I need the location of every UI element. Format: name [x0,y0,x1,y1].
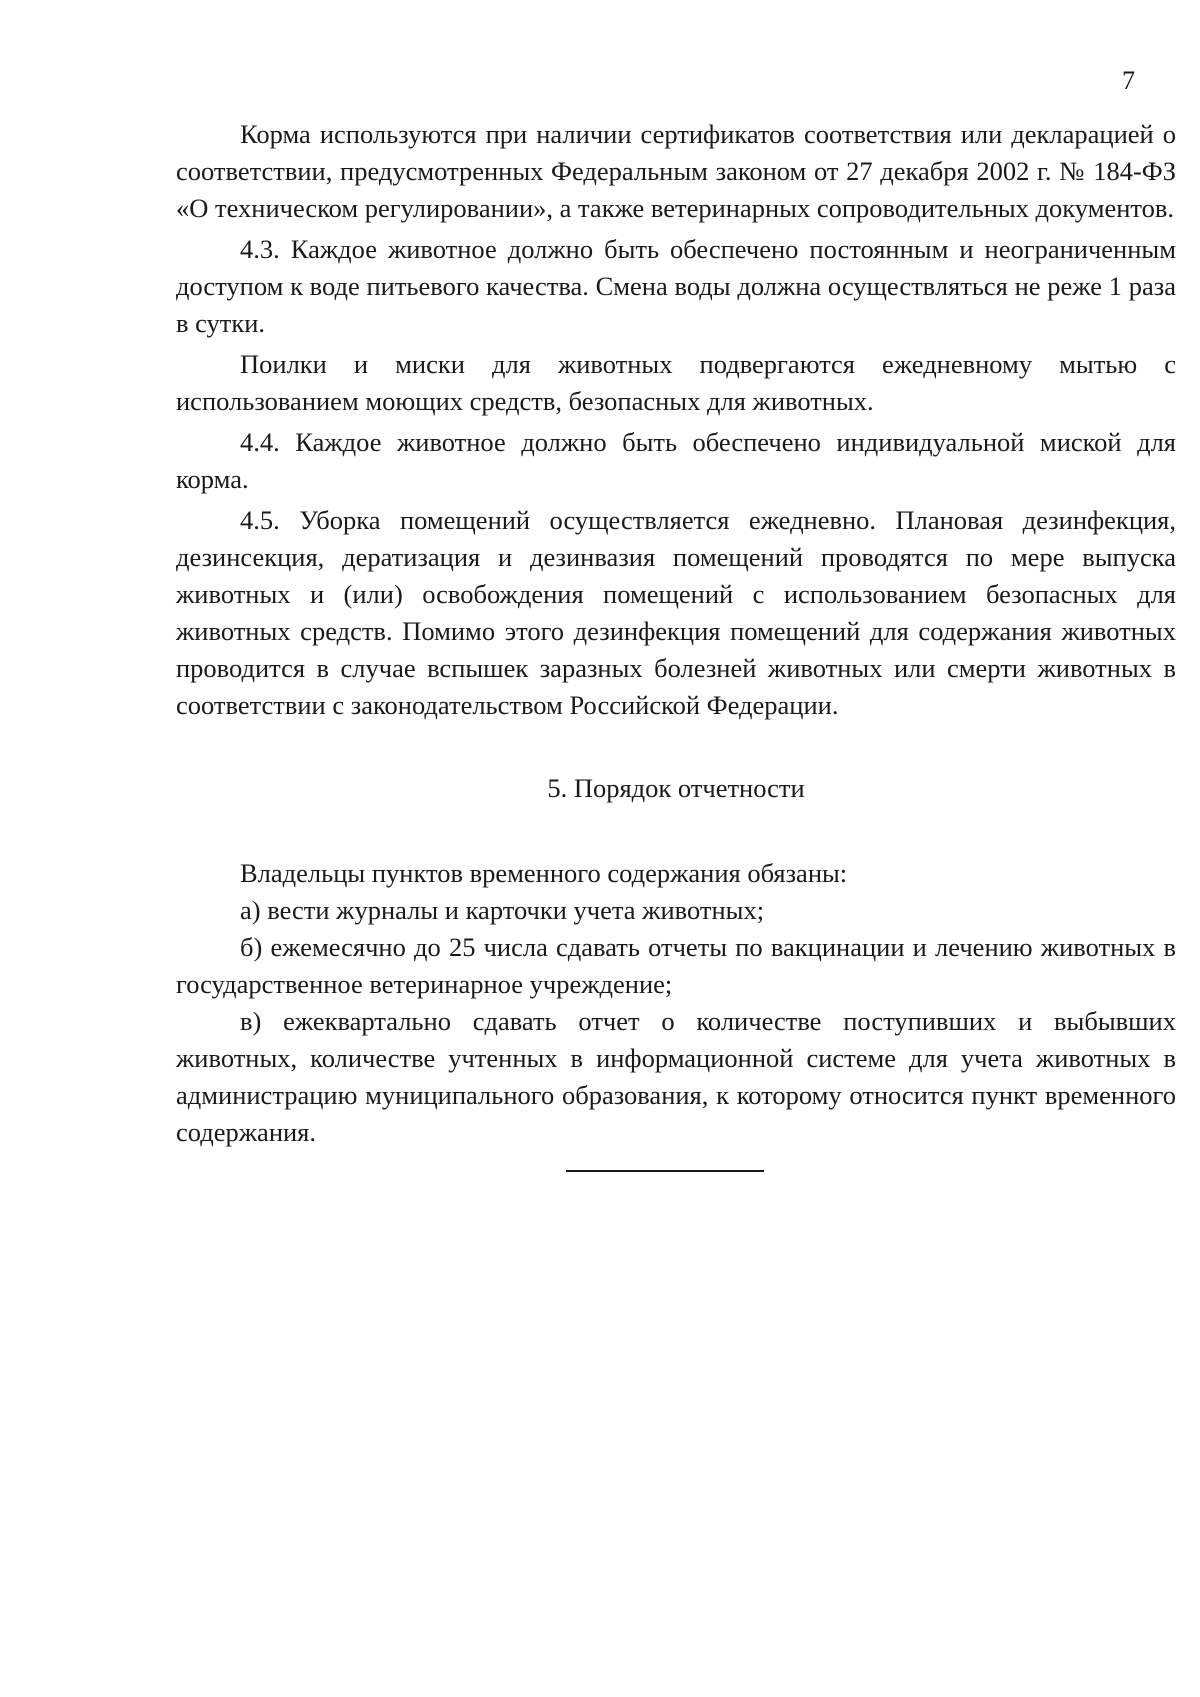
section-5-item-a: а) вести журналы и карточки учета животных; [240,895,765,925]
paragraph-4-3: 4.3. Каждое животное должно быть обеспечено постоянным и неограниченным доступом к воде питьевого качества. Смена воды должна осуществляться не реже 1 раза в сутки. [176,234,1176,338]
section-5-title: 5. Порядок отчетности [547,773,805,803]
section-5-intro: Владельцы пунктов временного содержания обязаны: [240,858,848,888]
end-of-document-rule [566,1170,764,1172]
section-5-item-b: б) ежемесячно до 25 числа сдавать отчеты по вакцинации и лечению животных в государственное ветеринарное учреждение; [176,932,1176,999]
paragraph-4-4: 4.4. Каждое животное должно быть обеспечено индивидуальной миской для корма. [176,427,1176,494]
document-body [176,116,1176,1151]
paragraph-4-5: 4.5. Уборка помещений осуществляется ежедневно. Плановая дезинфекция, дезинсекция, дератизация и дезинвазия помещений проводятся по мере выпуска животных и (или) освобождения помещений с использованием безопасных для животных средств. Помимо этого дезинфекция помещений для содержания животных проводится в случае вспышек заразных болезней животных или смерти животных в соответствии с законодательством Российской Федерации. [176,505,1176,720]
page-number: 7 [1122,66,1135,95]
paragraph-bowls-washing: Поилки и миски для животных подвергаются ежедневному мытью с использованием моющих средств, безопасных для животных. [176,349,1176,416]
paragraph-feed-certification: Корма используются при наличии сертификатов соответствия или декларацией о соответствии, предусмотренных Федеральным законом от 27 декабря 2002 г. № 184-ФЗ «О техническом регулировании», а также ветеринарных сопроводительных документов. [176,119,1176,223]
section-5-item-c: в) ежеквартально сдавать отчет о количестве поступивших и выбывших животных, количестве учтенных в информационной системе для учета животных в администрацию муниципального образования, к которому относится пункт временного содержания. [176,1006,1176,1147]
